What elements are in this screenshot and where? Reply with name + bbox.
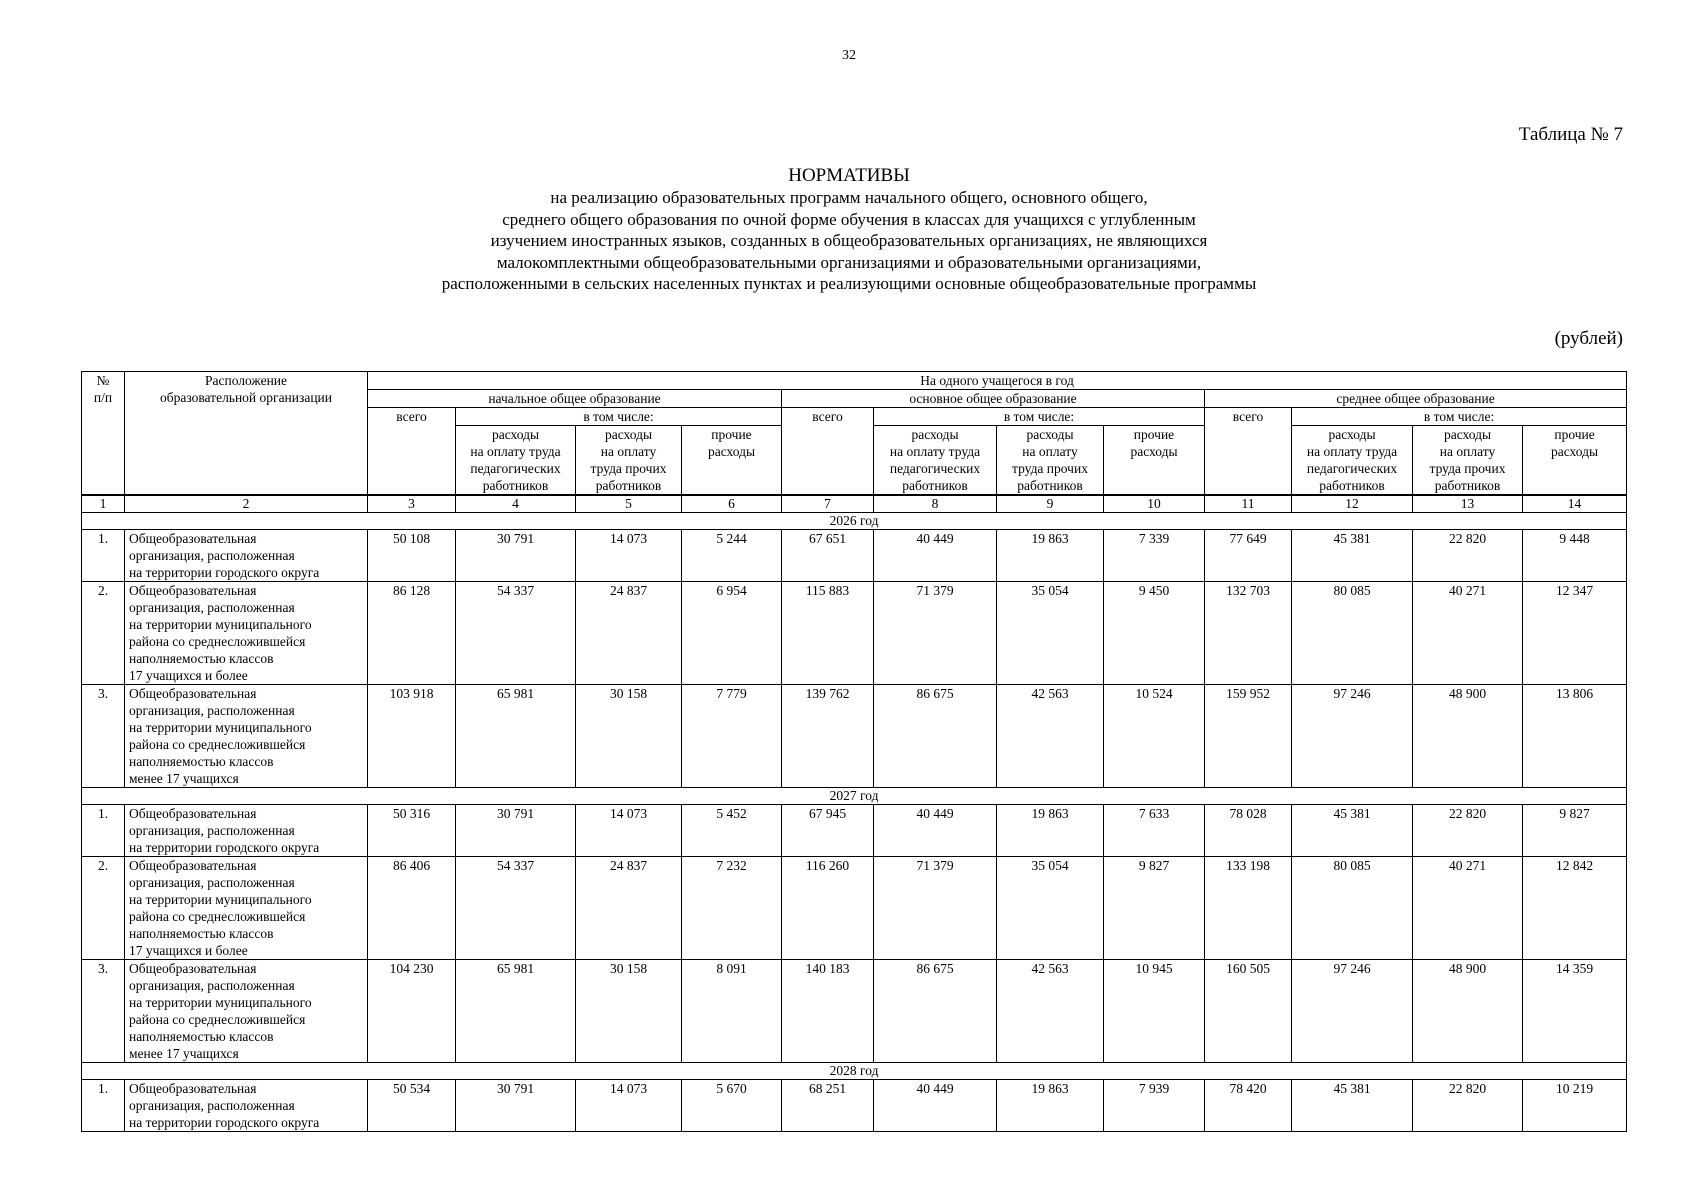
header-other-expenses xyxy=(682,426,782,496)
value-cell: 22 820 xyxy=(1413,805,1523,857)
value-cell: 24 837 xyxy=(576,582,682,685)
header-other-staff-salary-line: на оплату xyxy=(1022,444,1078,459)
column-number: 6 xyxy=(682,495,782,513)
value-cell: 115 883 xyxy=(782,582,874,685)
header-ped-salary xyxy=(1292,426,1413,496)
value-cell: 40 449 xyxy=(874,1080,997,1132)
org-location-line: организация, расположенная xyxy=(129,703,295,718)
value-cell: 10 524 xyxy=(1104,685,1205,788)
value-cell: 42 563 xyxy=(997,960,1104,1063)
org-location-line: на территории муниципального xyxy=(129,892,312,907)
value-cell: 30 791 xyxy=(456,1080,576,1132)
column-number: 4 xyxy=(456,495,576,513)
org-location-line: менее 17 учащихся xyxy=(129,771,239,786)
column-number: 14 xyxy=(1523,495,1627,513)
value-cell: 12 842 xyxy=(1523,857,1627,960)
header-ped-salary-line: педагогических xyxy=(889,461,981,476)
value-cell: 14 359 xyxy=(1523,960,1627,1063)
value-cell: 19 863 xyxy=(997,530,1104,582)
org-location-line: наполняемостью классов xyxy=(129,651,274,666)
value-cell: 40 449 xyxy=(874,530,997,582)
year-row xyxy=(82,513,1627,530)
table-body xyxy=(82,495,1627,1132)
value-cell: 77 649 xyxy=(1205,530,1292,582)
row-number: 3. xyxy=(82,960,125,1063)
org-location-line: организация, расположенная xyxy=(129,978,295,993)
value-cell: 30 158 xyxy=(576,685,682,788)
header-other-staff-salary-line: на оплату xyxy=(1439,444,1496,459)
header-other-staff-salary-line: работников xyxy=(1434,478,1501,493)
title-line: на реализацию образовательных программ начального общего, основного общего, xyxy=(550,188,1148,207)
title-heading: НОРМАТИВЫ xyxy=(788,165,910,186)
org-location-line: Общеобразовательная xyxy=(129,961,257,976)
value-cell: 9 827 xyxy=(1104,857,1205,960)
value-cell: 7 633 xyxy=(1104,805,1205,857)
org-location-line: организация, расположенная xyxy=(129,875,295,890)
org-location-line: на территории городского округа xyxy=(129,565,320,580)
table-row xyxy=(82,1080,1627,1132)
value-cell: 159 952 xyxy=(1205,685,1292,788)
org-location-line: Общеобразовательная xyxy=(129,1081,257,1096)
value-cell: 97 246 xyxy=(1292,685,1413,788)
org-location-line: организация, расположенная xyxy=(129,823,295,838)
header-location xyxy=(125,372,368,496)
value-cell: 78 420 xyxy=(1205,1080,1292,1132)
org-location-line: 17 учащихся и более xyxy=(129,943,248,958)
unit-label: (рублей) xyxy=(1554,328,1623,349)
header-other-expenses-line: прочие xyxy=(1554,427,1595,442)
value-cell: 35 054 xyxy=(997,582,1104,685)
org-location xyxy=(125,1080,368,1132)
value-cell: 86 128 xyxy=(368,582,456,685)
row-number: 1. xyxy=(82,530,125,582)
value-cell: 9 448 xyxy=(1523,530,1627,582)
org-location-line: наполняемостью классов xyxy=(129,926,274,941)
header-ped-salary-line: на оплату труда xyxy=(470,444,561,459)
column-number: 7 xyxy=(782,495,874,513)
value-cell: 35 054 xyxy=(997,857,1104,960)
value-cell: 133 198 xyxy=(1205,857,1292,960)
value-cell: 40 271 xyxy=(1413,857,1523,960)
value-cell: 9 827 xyxy=(1523,805,1627,857)
header-other-staff-salary-line: расходы xyxy=(604,427,653,442)
header-ped-salary-line: расходы xyxy=(491,427,540,442)
value-cell: 13 806 xyxy=(1523,685,1627,788)
column-number: 1 xyxy=(82,495,125,513)
column-number: 5 xyxy=(576,495,682,513)
org-location-line: организация, расположенная xyxy=(129,548,295,563)
org-location-line: Общеобразовательная xyxy=(129,583,257,598)
org-location-line: района со среднесложившейся xyxy=(129,1012,306,1027)
header-other-staff-salary-line: труда прочих xyxy=(1012,461,1088,476)
value-cell: 139 762 xyxy=(782,685,874,788)
header-ped-salary xyxy=(456,426,576,496)
org-location-line: организация, расположенная xyxy=(129,1098,295,1113)
header-other-expenses xyxy=(1523,426,1627,496)
value-cell: 45 381 xyxy=(1292,530,1413,582)
table-row xyxy=(82,530,1627,582)
header-other-expenses-line: прочие xyxy=(1133,427,1175,442)
value-cell: 50 108 xyxy=(368,530,456,582)
value-cell: 40 271 xyxy=(1413,582,1523,685)
value-cell: 54 337 xyxy=(456,582,576,685)
column-number: 13 xyxy=(1413,495,1523,513)
column-number-row xyxy=(82,495,1627,513)
value-cell: 6 954 xyxy=(682,582,782,685)
value-cell: 10 219 xyxy=(1523,1080,1627,1132)
table-label: Таблица № 7 xyxy=(1518,124,1623,145)
table-row xyxy=(82,582,1627,685)
value-cell: 54 337 xyxy=(456,857,576,960)
value-cell: 48 900 xyxy=(1413,960,1523,1063)
header-ped-salary-line: работников xyxy=(1319,478,1385,493)
header-other-expenses-line: прочие xyxy=(711,427,752,442)
value-cell: 40 449 xyxy=(874,805,997,857)
year-row xyxy=(82,1063,1627,1080)
value-cell: 30 791 xyxy=(456,530,576,582)
org-location-line: Общеобразовательная xyxy=(129,806,257,821)
header-ped-salary-line: педагогических xyxy=(1306,461,1398,476)
value-cell: 132 703 xyxy=(1205,582,1292,685)
value-cell: 9 450 xyxy=(1104,582,1205,685)
value-cell: 71 379 xyxy=(874,857,997,960)
value-cell: 67 945 xyxy=(782,805,874,857)
title-line: расположенными в сельских населенных пунктах и реализующими основные общеобразовательные программы xyxy=(441,274,1257,293)
header-level-secondary: среднее общее образование xyxy=(1205,390,1627,408)
org-location xyxy=(125,857,368,960)
value-cell: 116 260 xyxy=(782,857,874,960)
org-location-line: на территории муниципального xyxy=(129,995,312,1010)
org-location xyxy=(125,960,368,1063)
org-location-line: менее 17 учащихся xyxy=(129,1046,239,1061)
row-number: 3. xyxy=(82,685,125,788)
org-location-line: наполняемостью классов xyxy=(129,754,274,769)
org-location-line: на территории городского округа xyxy=(129,1115,320,1130)
value-cell: 14 073 xyxy=(576,1080,682,1132)
header-total: всего xyxy=(782,408,874,496)
table-row xyxy=(82,960,1627,1063)
value-cell: 7 232 xyxy=(682,857,782,960)
header-ped-salary-line: на оплату труда xyxy=(889,444,981,459)
column-number: 12 xyxy=(1292,495,1413,513)
header-per-student: На одного учащегося в год xyxy=(368,372,1627,390)
value-cell: 24 837 xyxy=(576,857,682,960)
header-other-expenses-line: расходы xyxy=(1551,444,1599,459)
table-row xyxy=(82,805,1627,857)
org-location-line: района со среднесложившейся xyxy=(129,909,306,924)
header-no-line: п/п xyxy=(93,390,113,405)
header-location-line: Расположение xyxy=(204,373,288,388)
value-cell: 14 073 xyxy=(576,530,682,582)
header-other-expenses xyxy=(1104,426,1205,496)
header-other-staff-salary-line: работников xyxy=(1017,478,1083,493)
header-no-line: № xyxy=(96,373,110,388)
value-cell: 22 820 xyxy=(1413,530,1523,582)
document-title xyxy=(0,165,1698,295)
header-ped-salary-line: педагогических xyxy=(470,461,561,476)
value-cell: 50 316 xyxy=(368,805,456,857)
header-other-staff-salary xyxy=(576,426,682,496)
value-cell: 86 675 xyxy=(874,685,997,788)
header-other-staff-salary-line: расходы xyxy=(1443,427,1492,442)
org-location xyxy=(125,582,368,685)
value-cell: 8 091 xyxy=(682,960,782,1063)
org-location-line: района со среднесложившейся xyxy=(129,737,306,752)
org-location-line: 17 учащихся и более xyxy=(129,668,248,683)
header-other-expenses-line: расходы xyxy=(1130,444,1178,459)
column-number: 9 xyxy=(997,495,1104,513)
value-cell: 97 246 xyxy=(1292,960,1413,1063)
value-cell: 104 230 xyxy=(368,960,456,1063)
value-cell: 140 183 xyxy=(782,960,874,1063)
column-number: 8 xyxy=(874,495,997,513)
column-number: 3 xyxy=(368,495,456,513)
org-location xyxy=(125,805,368,857)
value-cell: 68 251 xyxy=(782,1080,874,1132)
header-total: всего xyxy=(368,408,456,496)
header-ped-salary-line: расходы xyxy=(1328,427,1376,442)
value-cell: 5 244 xyxy=(682,530,782,582)
org-location-line: района со среднесложившейся xyxy=(129,634,306,649)
title-line: малокомплектными общеобразовательными организациями и образовательными организациями, xyxy=(496,252,1202,272)
org-location-line: на территории муниципального xyxy=(129,617,312,632)
value-cell: 48 900 xyxy=(1413,685,1523,788)
value-cell: 86 406 xyxy=(368,857,456,960)
title-line: изучением иностранных языков, созданных в общеобразовательных организациях, не являющихся xyxy=(490,231,1208,250)
org-location-line: организация, расположенная xyxy=(129,600,295,615)
value-cell: 7 779 xyxy=(682,685,782,788)
header-other-staff-salary-line: расходы xyxy=(1026,427,1074,442)
column-number: 2 xyxy=(125,495,368,513)
value-cell: 5 670 xyxy=(682,1080,782,1132)
value-cell: 7 939 xyxy=(1104,1080,1205,1132)
value-cell: 50 534 xyxy=(368,1080,456,1132)
table-row xyxy=(82,857,1627,960)
value-cell: 30 791 xyxy=(456,805,576,857)
year-label: 2027 год xyxy=(82,788,1627,805)
value-cell: 80 085 xyxy=(1292,857,1413,960)
header-including: в том числе: xyxy=(874,408,1205,426)
value-cell: 19 863 xyxy=(997,1080,1104,1132)
year-label: 2026 год xyxy=(82,513,1627,530)
org-location-line: Общеобразовательная xyxy=(129,531,257,546)
header-including: в том числе: xyxy=(1292,408,1627,426)
value-cell: 45 381 xyxy=(1292,805,1413,857)
header-level-basic: основное общее образование xyxy=(782,390,1205,408)
value-cell: 19 863 xyxy=(997,805,1104,857)
header-level-primary: начальное общее образование xyxy=(368,390,782,408)
header-other-expenses-line: расходы xyxy=(707,444,756,459)
table-header xyxy=(82,372,1627,496)
value-cell: 160 505 xyxy=(1205,960,1292,1063)
value-cell: 45 381 xyxy=(1292,1080,1413,1132)
value-cell: 5 452 xyxy=(682,805,782,857)
header-including: в том числе: xyxy=(456,408,782,426)
value-cell: 103 918 xyxy=(368,685,456,788)
header-total: всего xyxy=(1205,408,1292,496)
row-number: 1. xyxy=(82,1080,125,1132)
value-cell: 67 651 xyxy=(782,530,874,582)
header-other-staff-salary xyxy=(997,426,1104,496)
value-cell: 30 158 xyxy=(576,960,682,1063)
org-location-line: на территории муниципального xyxy=(129,720,312,735)
year-row xyxy=(82,788,1627,805)
value-cell: 12 347 xyxy=(1523,582,1627,685)
org-location-line: Общеобразовательная xyxy=(129,858,257,873)
header-ped-salary-line: работников xyxy=(482,478,549,493)
header-ped-salary-line: на оплату труда xyxy=(1306,444,1398,459)
header-no xyxy=(82,372,125,496)
value-cell: 42 563 xyxy=(997,685,1104,788)
row-number: 2. xyxy=(82,857,125,960)
header-other-staff-salary-line: труда прочих xyxy=(590,461,667,476)
header-ped-salary xyxy=(874,426,997,496)
table-row xyxy=(82,685,1627,788)
row-number: 2. xyxy=(82,582,125,685)
column-number: 10 xyxy=(1104,495,1205,513)
year-label: 2028 год xyxy=(82,1063,1627,1080)
value-cell: 65 981 xyxy=(456,960,576,1063)
value-cell: 78 028 xyxy=(1205,805,1292,857)
header-location-line: образовательной организации xyxy=(159,390,333,405)
value-cell: 80 085 xyxy=(1292,582,1413,685)
column-number: 11 xyxy=(1205,495,1292,513)
value-cell: 65 981 xyxy=(456,685,576,788)
header-other-staff-salary-line: на оплату xyxy=(600,444,657,459)
value-cell: 71 379 xyxy=(874,582,997,685)
header-ped-salary-line: расходы xyxy=(911,427,959,442)
value-cell: 7 339 xyxy=(1104,530,1205,582)
value-cell: 14 073 xyxy=(576,805,682,857)
norms-table xyxy=(81,371,1627,1132)
header-other-staff-salary xyxy=(1413,426,1523,496)
value-cell: 86 675 xyxy=(874,960,997,1063)
page-number: 32 xyxy=(842,48,856,63)
org-location-line: Общеобразовательная xyxy=(129,686,257,701)
value-cell: 22 820 xyxy=(1413,1080,1523,1132)
org-location xyxy=(125,685,368,788)
org-location-line: на территории городского округа xyxy=(129,840,320,855)
value-cell: 10 945 xyxy=(1104,960,1205,1063)
header-ped-salary-line: работников xyxy=(902,478,968,493)
header-other-staff-salary-line: работников xyxy=(595,478,662,493)
title-line: среднего общего образования по очной форме обучения в классах для учащихся с углубленным xyxy=(502,209,1196,229)
org-location xyxy=(125,530,368,582)
row-number: 1. xyxy=(82,805,125,857)
org-location-line: наполняемостью классов xyxy=(129,1029,274,1044)
header-other-staff-salary-line: труда прочих xyxy=(1429,461,1506,476)
